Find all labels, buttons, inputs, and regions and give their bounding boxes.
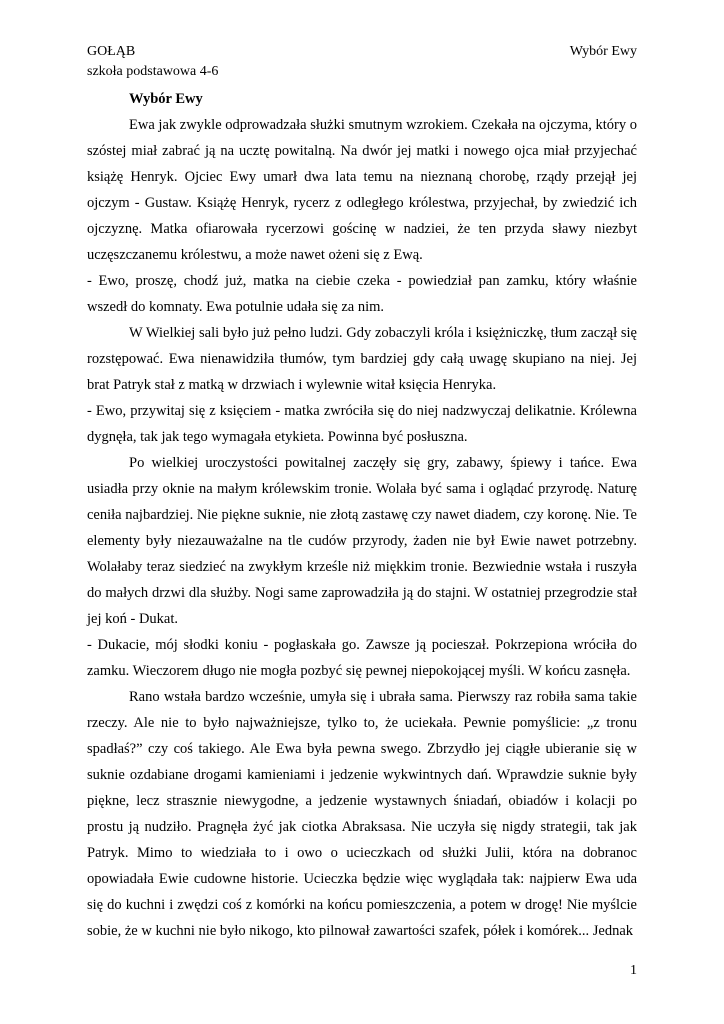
document-title: Wybór Ewy (129, 91, 203, 107)
paragraph-6: - Dukacie, mój słodki koniu - pogłaskała go. Zawsze ją pocieszał. Pokrzepiona wróciła do zamku. Wieczorem długo nie mogła pozbyć się pewnej niepokojącej myśli. W końcu zasnęła. (87, 637, 637, 679)
paragraph-2: - Ewo, proszę, chodź już, matka na ciebie czeka - powiedział pan zamku, który właśnie wszedł do komnaty. Ewa potulnie udała się za nim. (87, 273, 637, 315)
paragraph-3: W Wielkiej sali było już pełno ludzi. Gdy zobaczyli króla i księżniczkę, tłum zaczął się rozstępować. Ewa nienawidziła tłumów, tym bardziej gdy całą uwagę skupiano na niej. Jej brat Patryk stał z matką w drzwiach i wylewnie witał księcia Henryka. (87, 325, 637, 393)
paragraph-7: Rano wstała bardzo wcześnie, umyła się i ubrała sama. Pierwszy raz robiła sama takie rzeczy. Ale nie to było najważniejsze, tylko to, że uciekała. Pewnie pomyślicie: „z tronu spadłaś?” czy coś takiego. Ale Ewa była pewna swego. Zbrzydło jej ciągłe ubieranie się w suknie ozdabiane drogami kamieniami i jedzenie wykwintnych dań. Wprawdzie suknie były piękne, lecz strasznie niewygodne, a jedzenie wystawnych śniadań, obiadów i kolacji po prostu ją nudziło. Pragnęła żyć jak ciotka Abraksasa. Nie uczyła się nigdy strategii, tak jak Patryk. Mimo to wiedziała to i owo o ucieczkach od służki Julii, która na dobranoc opowiadała Ewie cudowne historie. Ucieczka będzie więc wyglądała tak: najpierw Ewa uda się do kuchni i zwędzi coś z komórki na końcu pomieszczenia, a potem w drogę! Nie myślcie sobie, że w kuchni nie było nikogo, kto pilnował zawartości szafek, półek i komórek... Jednak (87, 689, 637, 939)
paragraph-5: Po wielkiej uroczystości powitalnej zaczęły się gry, zabawy, śpiewy i tańce. Ewa usiadła przy oknie na małym królewskim tronie. Wolała być sama i oglądać przyrodę. Naturę ceniła najbardziej. Nie piękne suknie, nie złotą zastawę czy nawet diadem, czy koronę. Nie. Te elementy były niezauważalne na tle cudów przyrody, żaden nie był Ewie nawet potrzebny. Wolałaby teraz siedzieć na zwykłym krześle niż miękkim tronie. Bezwiednie wstała i ruszyła do małych drzwi dla służby. Nogi same zaprowadziła ją do stajni. W ostatniej przegrodzie stał jej koń - Dukat. (87, 455, 637, 627)
paragraph-1: Ewa jak zwykle odprowadzała służki smutnym wzrokiem. Czekała na ojczyma, który o szóstej miał zabrać ją na ucztę powitalną. Na dwór jej matki i nowego ojca miał przyjechać książę Henryk. Ojciec Ewy umarł dwa lata temu na nieznaną chorobę, rządy przejął jej ojczym - Gustaw. Książę Henryk, rycerz z odległego królestwa, przyjechał, by zwiedzić ich ojczyznę. Matka ofiarowała rycerzowi gościnę w nadziei, że ten przyda sławy niezbyt uczęszczanemu królestwu, a może nawet ożeni się z Ewą. (87, 117, 637, 263)
page-header-right: Wybór Ewy (569, 44, 637, 59)
school-level: szkoła podstawowa 4-6 (87, 64, 219, 79)
author-name: GOŁĄB (87, 44, 136, 59)
page-header-left (87, 42, 218, 82)
document-body (87, 86, 637, 944)
paragraph-4: - Ewo, przywitaj się z księciem - matka zwróciła się do niej nadzwyczaj delikatnie. Królewna dygnęła, tak jak tego wymagała etykieta. Powinna być posłuszna. (87, 403, 637, 445)
page-number: 1 (630, 963, 637, 978)
